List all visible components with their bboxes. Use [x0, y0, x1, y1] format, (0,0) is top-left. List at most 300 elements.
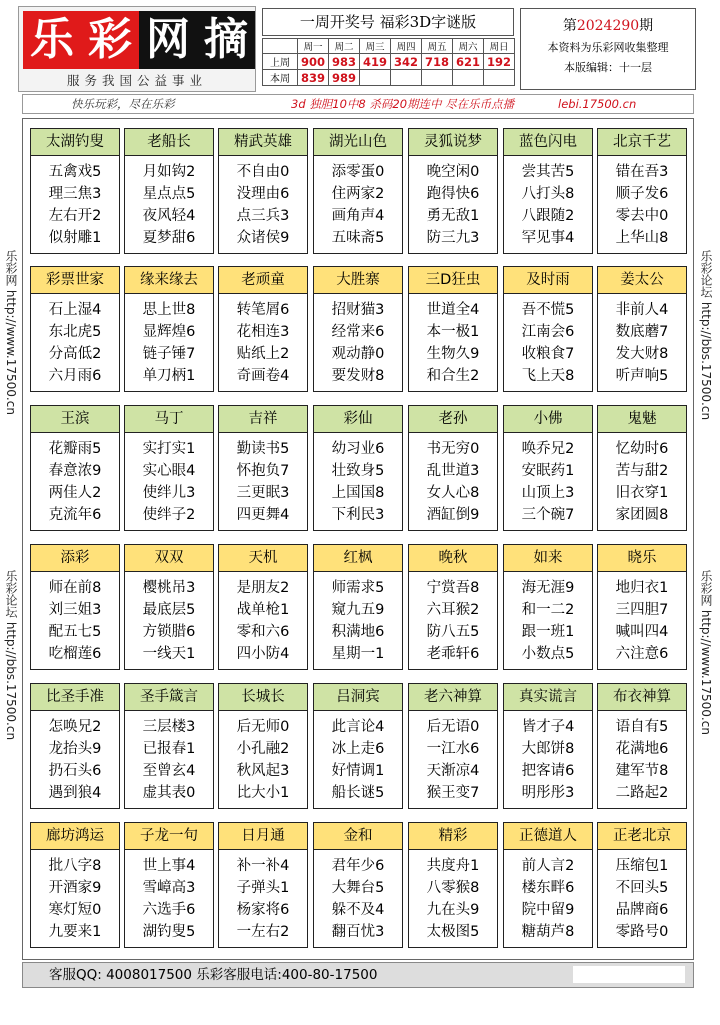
puzzle-box-title: 子龙一句 [125, 823, 213, 850]
puzzle-line: 月如钩2 [142, 164, 196, 180]
puzzle-box-lines [409, 433, 497, 526]
draw-value: 989 [329, 70, 360, 86]
puzzle-line: 扔石头6 [48, 763, 102, 779]
puzzle-line: 君年少6 [331, 858, 385, 874]
puzzle-box-lines [31, 433, 119, 526]
puzzle-line: 小孔融2 [236, 741, 290, 757]
puzzle-line: 夏梦甜6 [142, 230, 196, 246]
puzzle-box [30, 266, 120, 392]
puzzle-line: 老乖轩6 [426, 646, 480, 662]
draw-value: 983 [329, 54, 360, 70]
puzzle-line: 六耳猴2 [426, 602, 480, 618]
puzzle-box [218, 266, 308, 392]
puzzle-line: 点三兵3 [236, 208, 290, 224]
puzzle-line: 勤读书5 [236, 441, 290, 457]
puzzle-line: 开酒家9 [48, 880, 102, 896]
puzzle-line: 理三焦3 [48, 186, 102, 202]
puzzle-line: 窥九五9 [331, 602, 385, 618]
puzzle-line: 樱桃吊3 [142, 580, 196, 596]
puzzle-line: 补一补4 [236, 858, 290, 874]
puzzle-box-title: 精彩 [409, 823, 497, 850]
puzzle-box [30, 128, 120, 254]
puzzle-line: 楼东畔6 [521, 880, 575, 896]
puzzle-box-lines [125, 572, 213, 665]
puzzle-line: 听声响5 [615, 368, 669, 384]
puzzle-box [597, 405, 687, 531]
puzzle-box-lines [504, 156, 592, 249]
puzzle-line: 语自有5 [615, 719, 669, 735]
puzzle-line: 师在前8 [48, 580, 102, 596]
puzzle-box-title: 老孙 [409, 406, 497, 433]
puzzle-line: 非前人4 [615, 302, 669, 318]
puzzle-line: 幼习业6 [331, 441, 385, 457]
draw-day: 周日 [484, 39, 515, 54]
slogan-link[interactable]: lebi.17500.cn [558, 97, 637, 111]
puzzle-line: 龙抬头9 [48, 741, 102, 757]
draw-day: 周三 [360, 39, 391, 54]
draw-table-header-row [263, 39, 515, 54]
puzzle-box-title: 三D狂虫 [409, 267, 497, 294]
puzzle-box-lines [314, 711, 402, 804]
puzzle-line: 和一二2 [521, 602, 575, 618]
logo-char-4: 摘 [197, 11, 255, 69]
puzzle-line: 家团圆8 [615, 507, 669, 523]
puzzle-line: 花满地6 [615, 741, 669, 757]
puzzle-line: 和合生2 [426, 368, 480, 384]
logo-char-1: 乐 [23, 11, 81, 69]
puzzle-box-title: 添彩 [31, 545, 119, 572]
draw-value: 839 [298, 70, 329, 86]
puzzle-box-lines [409, 294, 497, 387]
puzzle-box-lines [598, 294, 686, 387]
puzzle-box-title: 大胜寨 [314, 267, 402, 294]
draw-table-row [263, 70, 515, 86]
puzzle-line: 书无穷0 [426, 441, 480, 457]
puzzle-line: 实打实1 [142, 441, 196, 457]
puzzle-line: 要发财8 [331, 368, 385, 384]
puzzle-line: 数底蘑7 [615, 324, 669, 340]
issue-source-note: 本资料为乐彩网收集整理 [547, 41, 669, 54]
puzzle-line: 六注意6 [615, 646, 669, 662]
puzzle-box-lines [125, 294, 213, 387]
puzzle-line: 是朋友2 [236, 580, 290, 596]
slogan-left: 快乐玩彩，尽在乐彩 [71, 97, 175, 111]
puzzle-box-title: 马丁 [125, 406, 213, 433]
puzzle-box-lines [598, 433, 686, 526]
puzzle-line: 实心眼4 [142, 463, 196, 479]
puzzle-line: 宁赏吾8 [426, 580, 480, 596]
issue-number-line [521, 15, 695, 35]
puzzle-box-title: 天机 [219, 545, 307, 572]
puzzle-line: 大郎饼8 [521, 741, 575, 757]
puzzle-box [218, 544, 308, 670]
puzzle-box-lines [125, 156, 213, 249]
puzzle-box-lines [598, 850, 686, 943]
puzzle-line: 一左右2 [236, 924, 290, 940]
puzzle-box-lines [31, 572, 119, 665]
puzzle-box [30, 822, 120, 948]
puzzle-line: 湖钓叟5 [142, 924, 196, 940]
puzzle-box-lines [219, 711, 307, 804]
puzzle-line: 院中留9 [521, 902, 575, 918]
puzzle-box [30, 544, 120, 670]
puzzle-box [218, 128, 308, 254]
puzzle-box [503, 683, 593, 809]
puzzle-line: 零路号0 [615, 924, 669, 940]
side-text-right-top[interactable]: 乐彩论坛 http://bbs.17500.cn [699, 250, 713, 421]
puzzle-box-lines [219, 156, 307, 249]
puzzle-box-title: 老六神算 [409, 684, 497, 711]
puzzle-line: 唤乔兄2 [521, 441, 575, 457]
puzzle-box [218, 683, 308, 809]
puzzle-box [597, 683, 687, 809]
puzzle-line: 三层楼3 [142, 719, 196, 735]
draw-day: 周四 [391, 39, 422, 54]
logo-char-2: 彩 [81, 11, 139, 69]
puzzle-box [124, 683, 214, 809]
puzzle-line: 寒灯短0 [48, 902, 102, 918]
puzzle-box [408, 128, 498, 254]
puzzle-line: 天渐凉4 [426, 763, 480, 779]
puzzle-box-title: 小佛 [504, 406, 592, 433]
puzzle-line: 奇画卷4 [236, 368, 290, 384]
draw-row-label: 本周 [263, 70, 298, 86]
puzzle-line: 江南会6 [521, 324, 575, 340]
draw-value: 192 [484, 54, 515, 70]
puzzle-line: 把客请6 [521, 763, 575, 779]
puzzle-line: 最底层5 [142, 602, 196, 618]
puzzle-line: 翻百忧3 [331, 924, 385, 940]
issue-suffix: 期 [639, 18, 654, 34]
footer-blank-box [573, 966, 685, 983]
puzzle-box [124, 266, 214, 392]
puzzle-line: 防三九3 [426, 230, 480, 246]
puzzle-line: 六月雨6 [48, 368, 102, 384]
puzzle-line: 晚空闲0 [426, 164, 480, 180]
puzzle-line: 杨家将6 [236, 902, 290, 918]
puzzle-box [408, 266, 498, 392]
puzzle-line: 众诸侯9 [236, 230, 290, 246]
puzzle-box-title: 彩仙 [314, 406, 402, 433]
puzzle-box-lines [409, 156, 497, 249]
footer-contact: 客服QQ: 4008017500 乐彩客服电话:400-80-17500 [49, 967, 378, 983]
puzzle-line: 刘三姐3 [48, 602, 102, 618]
puzzle-box [503, 822, 593, 948]
puzzle-line: 六选手6 [142, 902, 196, 918]
puzzle-box-lines [125, 850, 213, 943]
puzzle-line: 子弹头1 [236, 880, 290, 896]
logo-char-3: 网 [139, 11, 197, 69]
site-logo[interactable] [18, 6, 256, 92]
puzzle-line: 九要来1 [48, 924, 102, 940]
puzzle-box [30, 683, 120, 809]
puzzle-line: 勇无敌1 [426, 208, 480, 224]
puzzle-line: 船长谜5 [331, 785, 385, 801]
puzzle-line: 九在头9 [426, 902, 480, 918]
puzzle-box-lines [409, 572, 497, 665]
issue-editor: 本版编辑：十一层 [564, 61, 652, 74]
puzzle-line: 观动静0 [331, 346, 385, 362]
side-text-left-top[interactable]: 乐彩网 http://www.17500.cn [4, 250, 18, 415]
puzzle-line: 世上事4 [142, 858, 196, 874]
draw-results-table [262, 38, 515, 86]
puzzle-box-title: 双双 [125, 545, 213, 572]
puzzle-line: 批八字8 [48, 858, 102, 874]
puzzle-box-lines [598, 711, 686, 804]
puzzle-line: 躲不及4 [331, 902, 385, 918]
puzzle-box-lines [504, 711, 592, 804]
puzzle-line: 顺子发6 [615, 186, 669, 202]
puzzle-box-title: 廊坊鸿运 [31, 823, 119, 850]
puzzle-line: 三更眠3 [236, 485, 290, 501]
puzzle-box [313, 822, 403, 948]
puzzle-line: 跑得快6 [426, 186, 480, 202]
puzzle-box-lines [31, 850, 119, 943]
slogan-promo[interactable]: 3d 独胆10中8 杀码20期连中 尽在乐币点播 [291, 97, 515, 111]
puzzle-line: 没理由6 [236, 186, 290, 202]
puzzle-line: 链子锤7 [142, 346, 196, 362]
puzzle-line: 八打头8 [521, 186, 575, 202]
draw-day: 周六 [453, 39, 484, 54]
footer-bar [22, 962, 694, 988]
puzzle-line: 飞上天8 [521, 368, 575, 384]
puzzle-box-title: 太湖钓叟 [31, 129, 119, 156]
draw-value: 900 [298, 54, 329, 70]
puzzle-line: 贴纸上2 [236, 346, 290, 362]
draw-value: 718 [422, 54, 453, 70]
puzzle-box-lines [409, 850, 497, 943]
puzzle-line: 花相连3 [236, 324, 290, 340]
puzzle-line: 错在吾3 [615, 164, 669, 180]
puzzle-box-lines [31, 711, 119, 804]
puzzle-box-lines [314, 850, 402, 943]
puzzle-line: 三个碗7 [521, 507, 575, 523]
puzzle-box-lines [314, 156, 402, 249]
draw-value [453, 70, 484, 86]
puzzle-line: 单刀柄1 [142, 368, 196, 384]
puzzle-line: 怀抱负7 [236, 463, 290, 479]
puzzle-line: 尝其苦5 [521, 164, 575, 180]
puzzle-line: 建军节8 [615, 763, 669, 779]
puzzle-line: 四小防4 [236, 646, 290, 662]
puzzle-line: 本一极1 [426, 324, 480, 340]
puzzle-line: 吃榴莲6 [48, 646, 102, 662]
puzzle-line: 星点点5 [142, 186, 196, 202]
puzzle-line: 夜风轻4 [142, 208, 196, 224]
puzzle-box [124, 405, 214, 531]
puzzle-line: 零和六6 [236, 624, 290, 640]
puzzle-box-lines [409, 711, 497, 804]
puzzle-line: 酒缸倒9 [426, 507, 480, 523]
draw-value: 621 [453, 54, 484, 70]
puzzle-box-title: 蓝色闪电 [504, 129, 592, 156]
puzzle-box-lines [125, 711, 213, 804]
puzzle-line: 似射雕1 [48, 230, 102, 246]
puzzle-line: 跟一班1 [521, 624, 575, 640]
side-text-right-bottom[interactable]: 乐彩网 http://www.17500.cn [699, 570, 713, 735]
puzzle-box-title: 吕洞宾 [314, 684, 402, 711]
puzzle-line: 小数点5 [521, 646, 575, 662]
puzzle-line: 两佳人2 [48, 485, 102, 501]
puzzle-line: 地归衣1 [615, 580, 669, 596]
puzzle-box [597, 544, 687, 670]
puzzle-line: 左右开2 [48, 208, 102, 224]
puzzle-box-title: 及时雨 [504, 267, 592, 294]
puzzle-box-title: 老船长 [125, 129, 213, 156]
issue-number: 2024290 [576, 18, 640, 34]
puzzle-line: 虚其表0 [142, 785, 196, 801]
puzzle-box [218, 822, 308, 948]
puzzle-line: 此言论4 [331, 719, 385, 735]
puzzle-line: 太极图5 [426, 924, 480, 940]
puzzle-box-lines [314, 572, 402, 665]
puzzle-line: 后无语0 [426, 719, 480, 735]
puzzle-box-title: 正老北京 [598, 823, 686, 850]
puzzle-box-title: 晚秋 [409, 545, 497, 572]
puzzle-line: 上华山8 [615, 230, 669, 246]
puzzle-box [124, 822, 214, 948]
puzzle-box [503, 405, 593, 531]
puzzle-line: 一线天1 [142, 646, 196, 662]
draw-day: 周一 [298, 39, 329, 54]
puzzle-box-title: 布衣神算 [598, 684, 686, 711]
puzzle-line: 使绊儿3 [142, 485, 196, 501]
puzzle-box [408, 405, 498, 531]
puzzle-box-title: 如来 [504, 545, 592, 572]
puzzle-box-title: 真实谎言 [504, 684, 592, 711]
draw-table-corner [263, 39, 298, 54]
puzzle-line: 苦与甜2 [615, 463, 669, 479]
draw-table-row [263, 54, 515, 70]
puzzle-line: 零去中0 [615, 208, 669, 224]
puzzle-line: 二路起2 [615, 785, 669, 801]
puzzle-box-title: 王滨 [31, 406, 119, 433]
puzzle-box [597, 822, 687, 948]
puzzle-box-title: 老顽童 [219, 267, 307, 294]
puzzle-box [597, 128, 687, 254]
puzzle-line: 春意浓9 [48, 463, 102, 479]
side-text-left-bottom[interactable]: 乐彩论坛 http://bbs.17500.cn [4, 570, 18, 741]
slogan-bar [22, 94, 694, 114]
puzzle-line: 五味斋5 [331, 230, 385, 246]
puzzle-box-lines [504, 294, 592, 387]
puzzle-line: 收粮食7 [521, 346, 575, 362]
draw-day: 周五 [422, 39, 453, 54]
puzzle-box [503, 128, 593, 254]
puzzle-line: 明彤彤3 [521, 785, 575, 801]
issue-title: 一周开奖号 福彩3D字谜版 [262, 8, 514, 36]
puzzle-line: 八零猴8 [426, 880, 480, 896]
puzzle-box-title: 北京千艺 [598, 129, 686, 156]
puzzle-line: 忆幼时6 [615, 441, 669, 457]
puzzle-line: 好情调1 [331, 763, 385, 779]
puzzle-line: 克流年6 [48, 507, 102, 523]
puzzle-line: 画角声4 [331, 208, 385, 224]
puzzle-line: 八跟随2 [521, 208, 575, 224]
draw-value: 419 [360, 54, 391, 70]
puzzle-box [313, 683, 403, 809]
puzzle-box-lines [219, 433, 307, 526]
puzzle-box-title: 长城长 [219, 684, 307, 711]
draw-value [360, 70, 391, 86]
puzzle-line: 花瓣雨5 [48, 441, 102, 457]
puzzle-box-title: 缘来缘去 [125, 267, 213, 294]
puzzle-line: 生物久9 [426, 346, 480, 362]
puzzle-box-lines [314, 433, 402, 526]
puzzle-box [124, 544, 214, 670]
puzzle-line: 转笔屑6 [236, 302, 290, 318]
puzzle-line: 不自由0 [236, 164, 290, 180]
puzzle-box-lines [219, 850, 307, 943]
puzzle-box-lines [31, 156, 119, 249]
draw-value: 342 [391, 54, 422, 70]
puzzle-box-lines [504, 433, 592, 526]
puzzle-line: 星期一1 [331, 646, 385, 662]
puzzle-box-title: 圣手箴言 [125, 684, 213, 711]
puzzle-box [597, 266, 687, 392]
puzzle-box-title: 湖光山色 [314, 129, 402, 156]
puzzle-box [503, 266, 593, 392]
puzzle-line: 吾不慌5 [521, 302, 575, 318]
puzzle-line: 住两家2 [331, 186, 385, 202]
puzzle-line: 方锁腊6 [142, 624, 196, 640]
puzzle-line: 师需求5 [331, 580, 385, 596]
puzzle-line: 招财猫3 [331, 302, 385, 318]
puzzle-line: 品牌商6 [615, 902, 669, 918]
puzzle-line: 使绊子2 [142, 507, 196, 523]
puzzle-box-title: 姜太公 [598, 267, 686, 294]
puzzle-box-title: 正德道人 [504, 823, 592, 850]
puzzle-box [313, 128, 403, 254]
puzzle-box-lines [314, 294, 402, 387]
puzzle-box [503, 544, 593, 670]
draw-row-label: 上周 [263, 54, 298, 70]
draw-value [484, 70, 515, 86]
draw-value [422, 70, 453, 86]
puzzle-box [408, 822, 498, 948]
puzzle-line: 发大财8 [615, 346, 669, 362]
puzzle-line: 大舞台5 [331, 880, 385, 896]
puzzle-line: 壮致身5 [331, 463, 385, 479]
puzzle-box [313, 405, 403, 531]
draw-value [391, 70, 422, 86]
puzzle-box-title: 精武英雄 [219, 129, 307, 156]
issue-info-box [520, 8, 696, 90]
puzzle-line: 雪嶂高3 [142, 880, 196, 896]
puzzle-line: 一江水6 [426, 741, 480, 757]
puzzle-line: 冰上走6 [331, 741, 385, 757]
puzzle-line: 共度舟1 [426, 858, 480, 874]
puzzle-box-title: 晓乐 [598, 545, 686, 572]
puzzle-box-lines [125, 433, 213, 526]
puzzle-box-title: 鬼魅 [598, 406, 686, 433]
puzzle-line: 三四胆7 [615, 602, 669, 618]
puzzle-line: 石上湿4 [48, 302, 102, 318]
puzzle-box [30, 405, 120, 531]
puzzle-box-lines [31, 294, 119, 387]
puzzle-line: 至曾玄4 [142, 763, 196, 779]
puzzle-line: 山顶上3 [521, 485, 575, 501]
puzzle-line: 积满地6 [331, 624, 385, 640]
puzzle-line: 前人言2 [521, 858, 575, 874]
puzzle-box-lines [598, 572, 686, 665]
puzzle-line: 分高低2 [48, 346, 102, 362]
puzzle-box-title: 吉祥 [219, 406, 307, 433]
puzzle-box [313, 544, 403, 670]
puzzle-line: 防八五5 [426, 624, 480, 640]
puzzle-line: 猴王变7 [426, 785, 480, 801]
puzzle-box-title: 日月通 [219, 823, 307, 850]
